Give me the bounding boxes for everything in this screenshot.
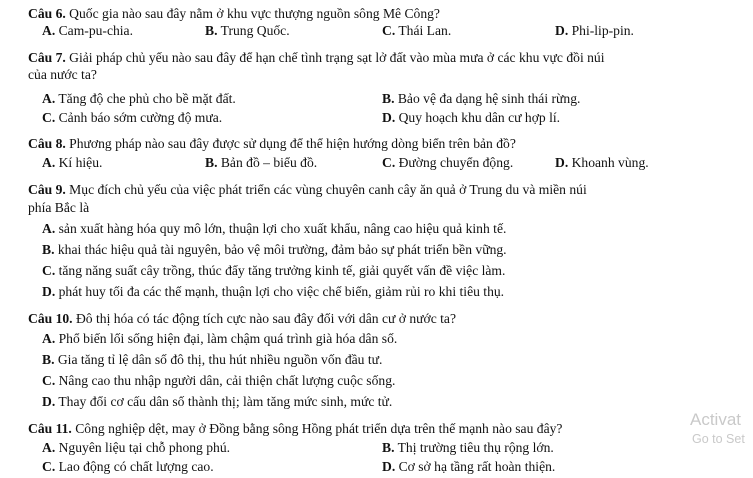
option-label: D. bbox=[42, 284, 56, 299]
option-label: B. bbox=[205, 155, 218, 170]
option-text: Thị trường tiêu thụ rộng lớn. bbox=[394, 440, 554, 455]
question-10-option-d bbox=[42, 393, 392, 410]
question-text: phía Bắc là bbox=[28, 200, 90, 215]
option-text: Cam-pu-chia. bbox=[55, 23, 133, 38]
option-label: B. bbox=[382, 440, 395, 455]
question-number: Câu 9. bbox=[28, 182, 66, 197]
option-text: tăng năng suất cây trồng, thúc đẩy tăng trưởng kinh tế, giải quyết vấn đề việc làm. bbox=[55, 263, 506, 278]
question-8-option-d bbox=[555, 154, 649, 171]
question-11-stem bbox=[28, 420, 562, 437]
option-label: B. bbox=[42, 352, 55, 367]
question-text: Quốc gia nào sau đây nằm ở khu vực thượng nguồn sông Mê Công? bbox=[65, 6, 440, 21]
question-text: của nước ta? bbox=[28, 67, 97, 82]
question-text: Giải pháp chủ yếu nào sau đây để hạn chế tình trạng sạt lở đất vào mùa mưa ở các khu vực đồi núi bbox=[65, 50, 605, 65]
activation-watermark-title: Activat bbox=[690, 410, 742, 429]
option-text: Cảnh báo sớm cường độ mưa. bbox=[55, 110, 223, 125]
option-label: C. bbox=[42, 110, 56, 125]
option-label: D. bbox=[382, 459, 396, 474]
option-text: Nâng cao thu nhập người dân, cải thiện chất lượng cuộc sống. bbox=[55, 373, 396, 388]
question-6-option-d bbox=[555, 22, 634, 39]
question-11-option-b bbox=[382, 439, 554, 456]
option-label: D. bbox=[42, 394, 56, 409]
question-6-option-a bbox=[42, 22, 133, 39]
option-text: Bảo vệ đa dạng hệ sinh thái rừng. bbox=[394, 91, 581, 106]
option-text: Khoanh vùng. bbox=[568, 155, 649, 170]
option-text: Quy hoạch khu dân cư hợp lí. bbox=[395, 110, 561, 125]
option-text: Phổ biến lối sống hiện đại, làm chậm quá trình già hóa dân số. bbox=[55, 331, 398, 346]
option-label: A. bbox=[42, 440, 56, 455]
option-text: Nguyên liệu tại chỗ phong phú. bbox=[55, 440, 231, 455]
question-11-option-a bbox=[42, 439, 230, 456]
option-label: A. bbox=[42, 221, 56, 236]
question-number: Câu 11. bbox=[28, 421, 72, 436]
question-text: Đô thị hóa có tác động tích cực nào sau đây đối với dân cư ở nước ta? bbox=[72, 311, 456, 326]
option-label: A. bbox=[42, 155, 56, 170]
question-text: Phương pháp nào sau đây được sử dụng để thể hiện hướng dòng biển trên bản đồ? bbox=[65, 136, 516, 151]
question-7-option-b bbox=[382, 90, 580, 107]
question-8-option-a bbox=[42, 154, 102, 171]
option-label: C. bbox=[42, 373, 56, 388]
question-8-option-c bbox=[382, 154, 513, 171]
question-11-option-d bbox=[382, 458, 555, 475]
option-label: C. bbox=[42, 459, 56, 474]
option-label: A. bbox=[42, 23, 56, 38]
question-6-option-c bbox=[382, 22, 451, 39]
option-text: Trung Quốc. bbox=[217, 23, 290, 38]
option-text: khai thác hiệu quả tài nguyên, bảo vệ môi trường, đảm bảo sự phát triển bền vững. bbox=[54, 242, 507, 257]
activation-watermark-subtitle: Go to Set bbox=[692, 432, 745, 446]
question-text: Công nghiệp dệt, may ở Đồng bằng sông Hồng phát triển dựa trên thế mạnh nào sau đây? bbox=[71, 421, 563, 436]
question-10-option-c bbox=[42, 372, 395, 389]
option-label: A. bbox=[42, 331, 56, 346]
option-text: Cơ sở hạ tầng rất hoàn thiện. bbox=[395, 459, 556, 474]
question-7-option-c bbox=[42, 109, 222, 126]
option-text: Gia tăng tỉ lệ dân số đô thị, thu hút nhiều nguồn vốn đầu tư. bbox=[54, 352, 383, 367]
option-label: D. bbox=[555, 155, 569, 170]
question-number: Câu 7. bbox=[28, 50, 66, 65]
question-number: Câu 6. bbox=[28, 6, 66, 21]
option-text: Lao động có chất lượng cao. bbox=[55, 459, 214, 474]
question-10-stem bbox=[28, 310, 456, 327]
question-6-option-b bbox=[205, 22, 290, 39]
question-7-stem bbox=[28, 49, 605, 66]
question-11-option-c bbox=[42, 458, 214, 475]
question-9-option-d bbox=[42, 283, 504, 300]
option-label: B. bbox=[382, 91, 395, 106]
question-9-stem-continued bbox=[28, 199, 89, 216]
question-10-option-b bbox=[42, 351, 382, 368]
question-9-option-a bbox=[42, 220, 506, 237]
option-label: D. bbox=[555, 23, 569, 38]
option-text: Kí hiệu. bbox=[55, 155, 103, 170]
option-text: Thay đổi cơ cấu dân số thành thị; làm tăng mức sinh, mức tử. bbox=[55, 394, 393, 409]
question-9-option-c bbox=[42, 262, 505, 279]
option-label: A. bbox=[42, 91, 56, 106]
question-7-stem-continued bbox=[28, 66, 97, 83]
question-6-stem bbox=[28, 5, 440, 22]
option-label: C. bbox=[382, 23, 396, 38]
question-9-stem bbox=[28, 181, 587, 198]
option-text: phát huy tối đa các thế mạnh, thuận lợi cho việc chế biến, giảm rủi ro khi tiêu thụ. bbox=[55, 284, 505, 299]
option-label: B. bbox=[205, 23, 218, 38]
question-7-option-a bbox=[42, 90, 236, 107]
option-label: C. bbox=[382, 155, 396, 170]
question-number: Câu 10. bbox=[28, 311, 73, 326]
question-8-stem bbox=[28, 135, 516, 152]
option-label: C. bbox=[42, 263, 56, 278]
question-9-option-b bbox=[42, 241, 507, 258]
option-text: Tăng độ che phủ cho bề mặt đất. bbox=[55, 91, 236, 106]
question-number: Câu 8. bbox=[28, 136, 66, 151]
option-text: Bản đồ – biểu đồ. bbox=[217, 155, 318, 170]
option-text: Phi-lip-pin. bbox=[568, 23, 634, 38]
question-10-option-a bbox=[42, 330, 397, 347]
option-text: Thái Lan. bbox=[395, 23, 452, 38]
option-label: D. bbox=[382, 110, 396, 125]
option-text: Đường chuyển động. bbox=[395, 155, 514, 170]
option-label: B. bbox=[42, 242, 55, 257]
option-text: sản xuất hàng hóa quy mô lớn, thuận lợi cho xuất khẩu, nâng cao hiệu quả kinh tế. bbox=[55, 221, 507, 236]
question-8-option-b bbox=[205, 154, 317, 171]
question-text: Mục đích chủ yếu của việc phát triển các vùng chuyên canh cây ăn quả ở Trung du và miền núi bbox=[65, 182, 587, 197]
question-7-option-d bbox=[382, 109, 560, 126]
